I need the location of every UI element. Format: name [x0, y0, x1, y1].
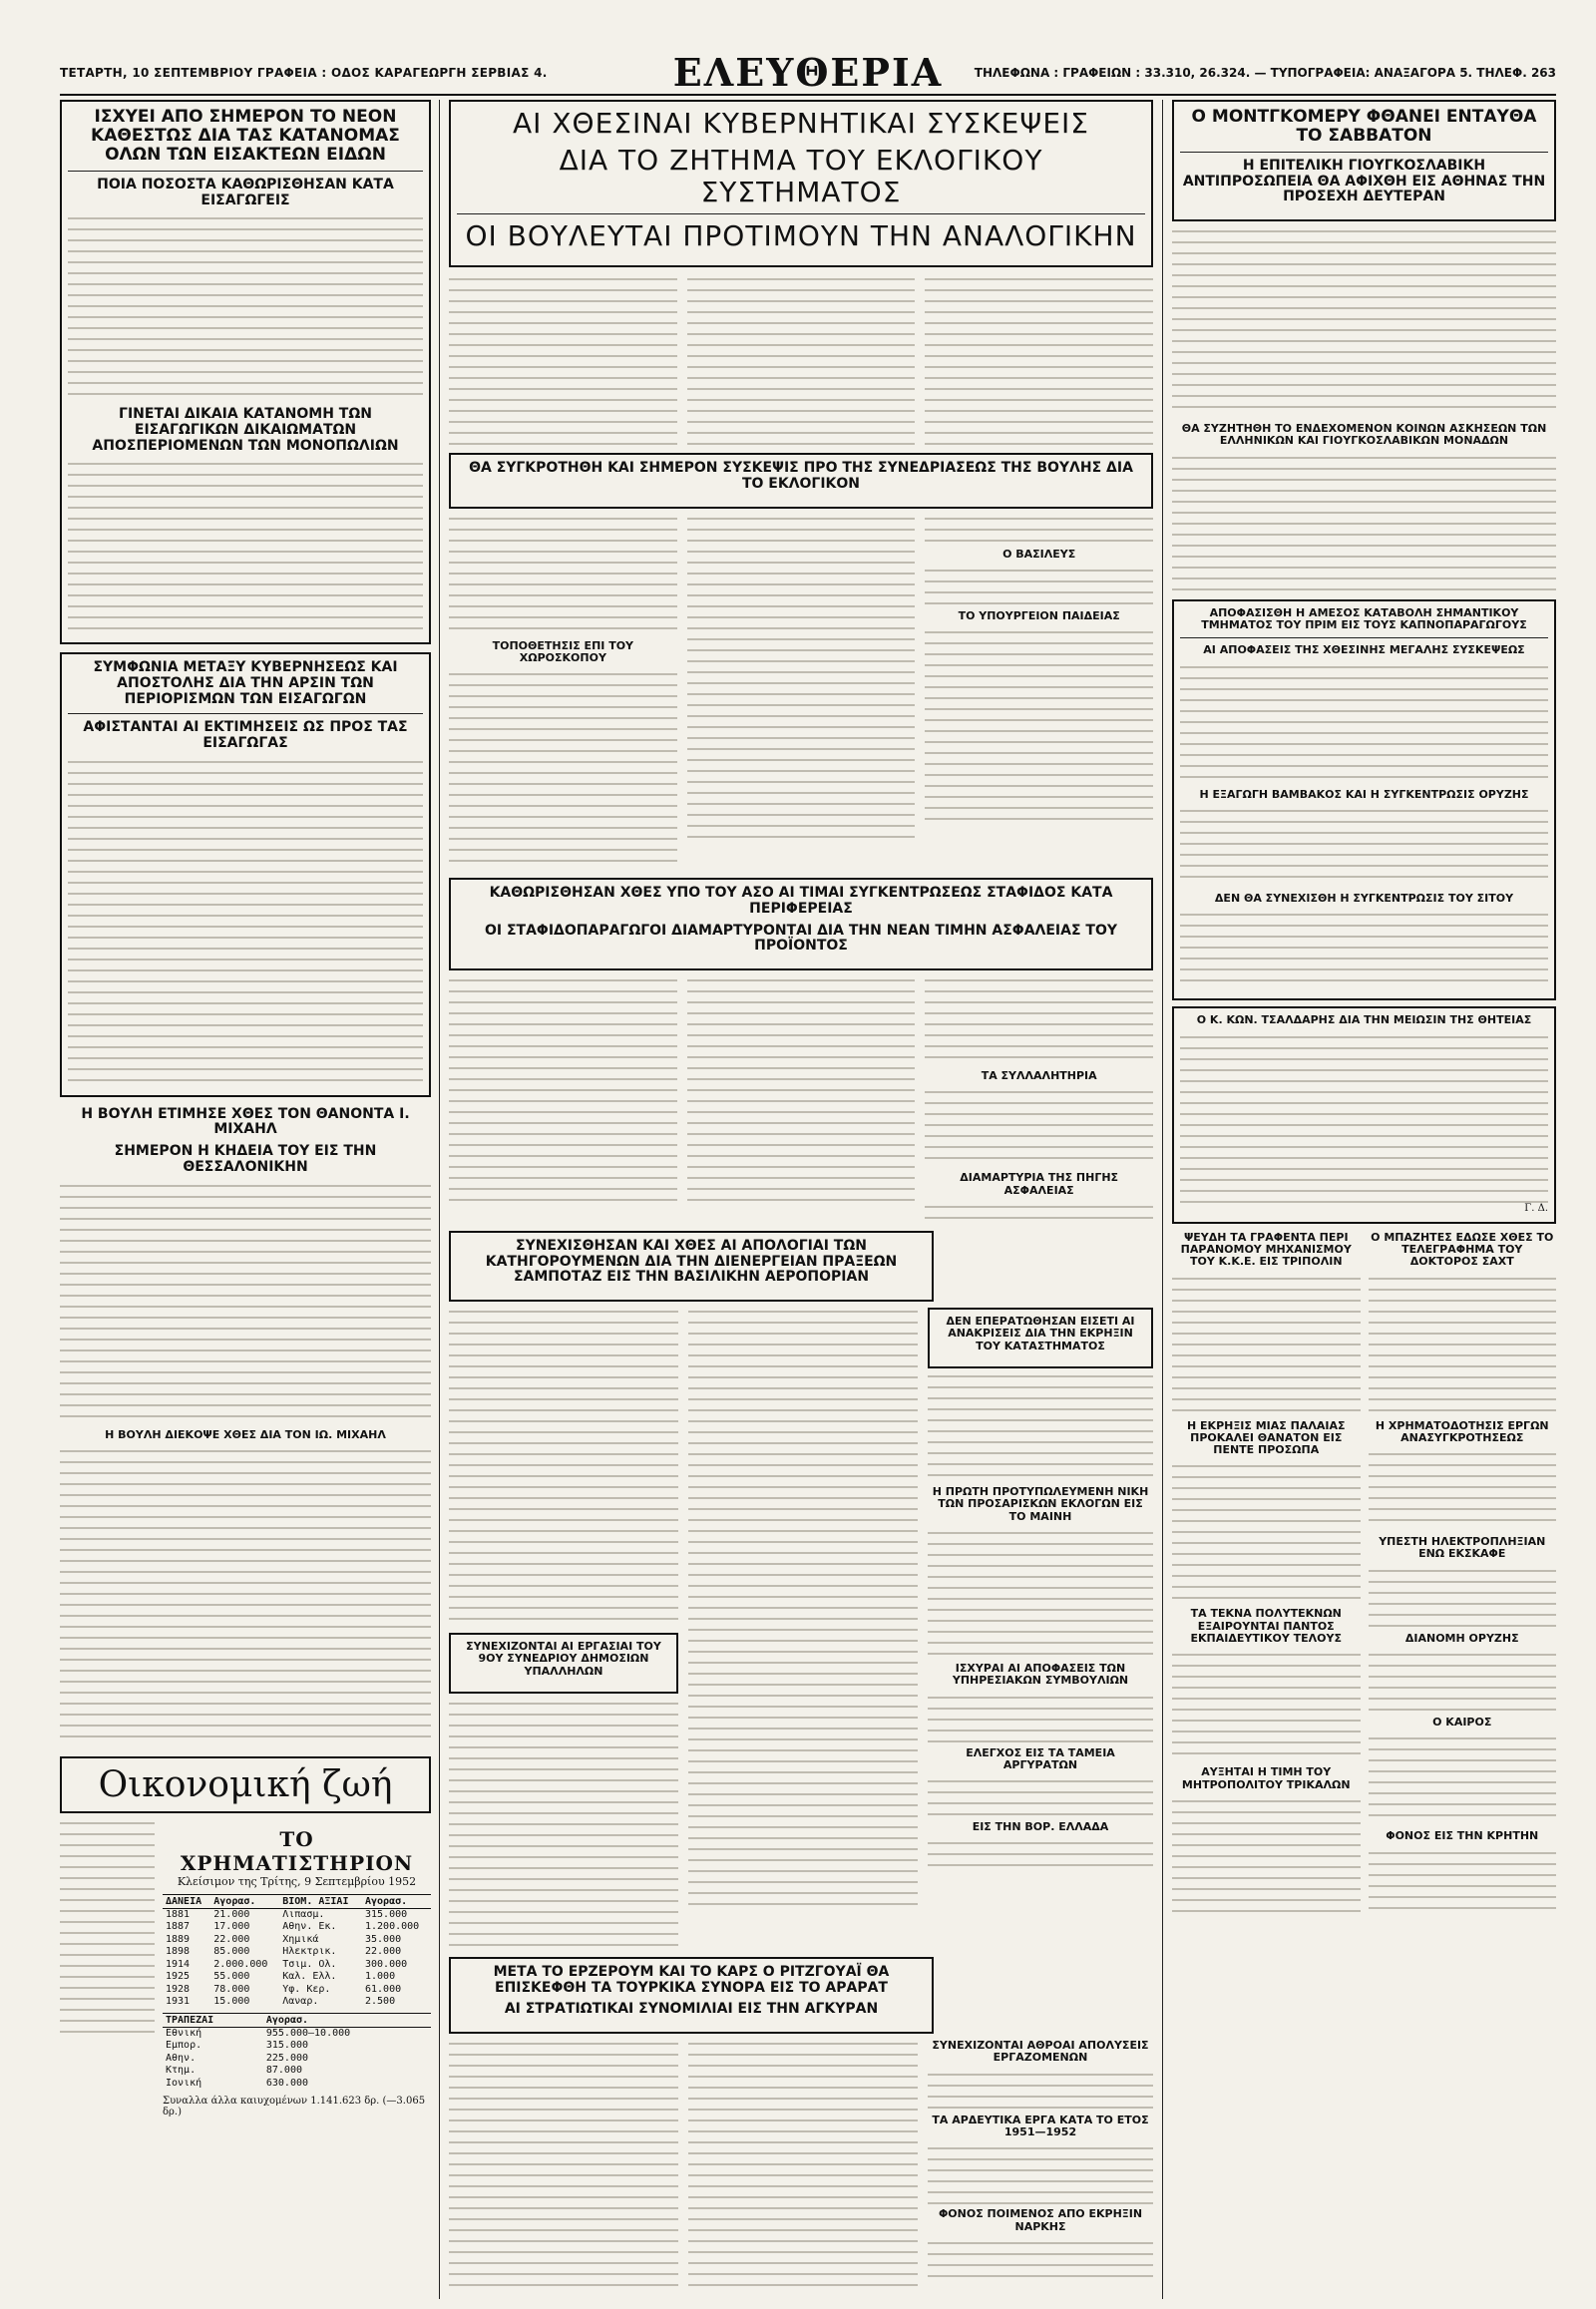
table-cell: 1.200.000 [365, 1921, 420, 1933]
article-text [928, 2239, 1153, 2279]
table-header: ΒΙΟΜ. ΑΞΙΑΙ [279, 1894, 362, 1908]
subhead-monopolies: ΓΙΝΕΤΑΙ ΔΙΚΑΙΑ ΚΑΤΑΝΟΜΗ ΤΩΝ ΕΙΣΑΓΩΓΙΚΩΝ ΔΙΚΑΙΩΜΑΤΩΝ ΑΠΟΣΠΕΡΙΟΜΕΝΩΝ ΤΩΝ ΜΟΝΟΠΩΛΙΩΝ [92, 406, 399, 454]
erzeroum-story [449, 1957, 934, 2034]
article-text [687, 976, 916, 1206]
table-cell: 1898 [166, 1946, 191, 1958]
apologies-story [449, 1231, 934, 1302]
masthead [60, 50, 1556, 95]
article-text [925, 275, 1153, 445]
table-cell: 225.000 [265, 2052, 309, 2064]
economy-title: Οικονομική ζωή [60, 1756, 431, 1813]
article-text [449, 670, 677, 870]
tobacco-story [1172, 599, 1556, 1001]
table-cell: Τσιμ. Ολ. [282, 1958, 337, 1970]
headline-apologies: ΣΥΝΕΧΙΣΘΗΣΑΝ ΚΑΙ ΧΘΕΣ ΑΙ ΑΠΟΛΟΓΙΑΙ ΤΩΝ ΚΑΤΗΓΟΡΟΥΜΕΝΩΝ ΔΙΑ ΤΗΝ ΔΙΕΝΕΡΓΕΙΑΝ ΠΡΑΞΕΩΝ ΣΑΜΠΟΤΑΖ ΕΙΣ ΤΗΝ ΒΑΣΙΛΙΚΗΝ ΑΕΡΟΠΟΡΙΑΝ [485, 1238, 898, 1286]
headline-syskepsis: ΘΑ ΣΥΓΚΡΟΤΗΘΗ ΚΑΙ ΣΗΜΕΡΟΝ ΣΥΣΚΕΨΙΣ ΠΡΟ ΤΗΣ ΣΥΝΕΔΡΙΑΣΕΩΣ ΤΗΣ ΒΟΥΛΗΣ ΔΙΑ ΤΟ ΕΚΛΟΓΙΚΟΝ [469, 460, 1133, 493]
article-text [60, 1182, 431, 1421]
table-cell: 1881 [166, 1908, 191, 1920]
headline-synedrio: ΣΥΝΕΧΙΖΟΝΤΑΙ ΑΙ ΕΡΓΑΣΙΑΙ ΤΟΥ 9ΟΥ ΣΥΝΕΔΡΙΟΥ ΔΗΜΟΣΙΩΝ ΥΠΑΛΛΗΛΩΝ [466, 1640, 661, 1678]
article-text [925, 515, 1153, 545]
table-row [163, 2027, 431, 2040]
headline-weather: Ο ΚΑΙΡΟΣ [1432, 1716, 1492, 1730]
headline-diamartyria: ΔΙΑΜΑΡΤΥΡΙΑ ΤΗΣ ΠΗΓΗΣ ΑΣΦΑΛΕΙΑΣ [960, 1171, 1119, 1197]
table-cell: Υφ. Κερ. [282, 1983, 331, 1995]
article-text [928, 1777, 1153, 1817]
article-text [1172, 1797, 1361, 1917]
stock-exchange-title: ΤΟ ΧΡΗΜΑΤΙΣΤΗΡΙΟΝ [180, 1826, 414, 1875]
article-text [68, 214, 423, 399]
table-row [163, 2053, 431, 2066]
article-text [925, 1088, 1153, 1168]
table-cell: 315.000 [265, 2040, 309, 2052]
montgomery-story [1172, 100, 1556, 221]
table-row [163, 2078, 431, 2091]
table-cell: 1925 [166, 1971, 191, 1983]
article-text [925, 567, 1153, 606]
table-cell: Αθην. [166, 2052, 197, 2064]
subhead-estimates: ΑΦΙΣΤΑΝΤΑΙ ΑΙ ΕΚΤΙΜΗΣΕΙΣ ΩΣ ΠΡΟΣ ΤΑΣ ΕΙΣΑΓΩΓΑΣ [83, 719, 408, 752]
lead-story [449, 100, 1153, 267]
table-cell: 955.000—10.000 [265, 2027, 351, 2039]
lead-headline-3: ΟΙ ΒΟΥΛΕΥΤΑΙ ΠΡΟΤΙΜΟΥΝ ΤΗΝ ΑΝΑΛΟΓΙΚΗΝ [465, 219, 1137, 253]
table-header: Αγορασ. [263, 2013, 431, 2027]
table-cell: 85.000 [213, 1946, 250, 1958]
table-cell: Εθνική [166, 2027, 202, 2039]
headline-explosion: Η ΕΚΡΗΞΙΣ ΜΙΑΣ ΠΑΛΑΙΑΣ ΠΡΟΚΑΛΕΙ ΘΑΝΑΤΟΝ ΕΙΣ ΠΕΝΤΕ ΠΡΟΣΩΠΑ [1187, 1418, 1346, 1457]
masthead-phones: ΤΗΛΕΦΩΝΑ : ΓΡΑΦΕΙΩΝ : 33.310, 26.324. — ΤΥΠΟΓΡΑΦΕΙΑ: ΑΝΑΞΑΓΟΡΑ 5. ΤΗΛΕΦ. 263 [974, 66, 1556, 80]
table-cell: 1887 [166, 1921, 191, 1933]
headline-topothetisi: ΤΟΠΟΘΕΤΗΣΙΣ ΕΠΙ ΤΟΥ ΧΩΡΟΣΚΟΠΟΥ [492, 638, 634, 665]
article-text [1369, 1275, 1557, 1414]
stock-note: Συναλλα άλλα καιυχομένων 1.141.623 δρ. (—3.065 δρ.) [163, 2096, 426, 2118]
article-text [687, 515, 916, 844]
right-column [1172, 100, 1556, 2299]
article-text [60, 1819, 155, 2039]
headline-tobacco: ΑΠΟΦΑΣΙΣΘΗ Η ΑΜΕΣΟΣ ΚΑΤΑΒΟΛΗ ΣΗΜΑΝΤΙΚΟΥ ΤΜΗΜΑΤΟΣ ΤΟΥ ΠΡΙΜ ΕΙΣ ΤΟΥΣ ΚΑΠΝΟΠΑΡΑΓΩΓΟΥΣ [1201, 605, 1527, 632]
article-text [925, 976, 1153, 1066]
table-cell: 22.000 [365, 1946, 402, 1958]
subhead-funeral: ΣΗΜΕΡΟΝ Η ΚΗΔΕΙΑ ΤΟΥ ΕΙΣ ΤΗΝ ΘΕΣΣΑΛΟΝΙΚΗΝ [114, 1143, 377, 1175]
headline-vasilefs: Ο ΒΑΣΙΛΕΥΣ [1002, 547, 1076, 561]
table-cell: Καλ. Ελλ. [282, 1971, 337, 1983]
table-cell: 2.500 [365, 1996, 396, 2008]
article-text [1172, 1651, 1361, 1760]
newspaper-title: ΕΛΕΥΘΕΡΙΑ [672, 50, 944, 95]
table-cell: Λιπασμ. [282, 1908, 325, 1920]
table-cell: 87.000 [265, 2065, 302, 2077]
table-row [163, 1984, 431, 1997]
article-text [928, 2071, 1153, 2111]
import-story [60, 100, 431, 644]
article-text [68, 758, 423, 1087]
table-header: ΤΡΑΠΕΖΑΙ [163, 2013, 263, 2027]
headline-fonos-poimenos: ΦΟΝΟΣ ΠΟΙΜΕΝΟΣ ΑΠΟ ΕΚΡΗΞΙΝ ΝΑΡΚΗΣ [938, 2207, 1143, 2233]
article-text [925, 628, 1153, 828]
table-cell: 1.000 [365, 1971, 396, 1983]
table-cell: 22.000 [213, 1933, 250, 1945]
headline-polyteknoi: ΤΑ ΤΕΚΝΑ ΠΟΛΥΤΕΚΝΩΝ ΕΞΑΙΡΟΥΝΤΑΙ ΠΑΝΤΟΣ ΕΚΠΑΙΔΕΥΤΙΚΟΥ ΤΕΛΟΥΣ [1190, 1607, 1342, 1646]
headline-agreement: ΣΥΜΦΩΝΙΑ ΜΕΤΑΞΥ ΚΥΒΕΡΝΗΣΕΩΣ ΚΑΙ ΑΠΟΣΤΟΛΗΣ ΔΙΑ ΤΗΝ ΑΡΣΙΝ ΤΩΝ ΠΕΡΙΟΡΙΣΜΩΝ ΤΩΝ ΕΙΣΑΓΩΓΩΝ [93, 659, 398, 707]
stock-exchange-box [163, 1819, 431, 2118]
headline-montgomery: Ο ΜΟΝΤΓΚΟΜΕΡΥ ΦΘΑΝΕΙ ΕΝΤΑΥΘΑ ΤΟ ΣΑΒΒΑΤΟΝ [1191, 107, 1537, 147]
headline-syllalitiria: ΤΑ ΣΥΛΛΑΛΗΤΗΡΙΑ [981, 1069, 1097, 1083]
signature: Γ. Δ. [1524, 1202, 1548, 1214]
table-header: Αγορασ. [362, 1894, 431, 1908]
column-divider [1162, 100, 1163, 2299]
subhead-tobacco: ΑΙ ΑΠΟΦΑΣΕΙΣ ΤΗΣ ΧΘΕΣΙΝΗΣ ΜΕΓΑΛΗΣ ΣΥΣΚΕΨΕΩΣ [1203, 643, 1525, 657]
headline-tripoli: ΨΕΥΔΗ ΤΑ ΓΡΑΦΕΝΤΑ ΠΕΡΙ ΠΑΡΑΝΟΜΟΥ ΜΗΧΑΝΙΣΜΟΥ ΤΟΥ Κ.Κ.Ε. ΕΙΣ ΤΡΙΠΟΛΙΝ [1180, 1230, 1352, 1269]
article-text [449, 1308, 678, 1627]
tsaldaris-story [1172, 1006, 1556, 1223]
table-row [163, 2040, 431, 2053]
table-cell: 1914 [166, 1958, 191, 1970]
article-text [449, 1700, 678, 1949]
subhead-stafida: ΟΙ ΣΤΑΦΙΔΟΠΑΡΑΓΩΓΟΙ ΔΙΑΜΑΡΤΥΡΟΝΤΑΙ ΔΙΑ ΤΗΝ ΝΕΑΝ ΤΙΜΗΝ ΑΣΦΑΛΕΙΑΣ ΤΟΥ ΠΡΟΪΟΝΤΟΣ [484, 922, 1117, 955]
masthead-date-address: ΤΕΤΑΡΤΗ, 10 ΣΕΠΤΕΜΒΡΙΟΥ ΓΡΑΦΕΙΑ : ΟΔΟΣ ΚΑΡΑΓΕΩΡΓΗ ΣΕΡΒΙΑΣ 4. [60, 66, 548, 80]
syskepsis-story [449, 453, 1153, 508]
headline-den: ΔΕΝ ΕΠΕΡΑΤΩΘΗΣΑΝ ΕΙΣΕΤΙ ΑΙ ΑΝΑΚΡΙΣΕΙΣ ΔΙΑ ΤΗΝ ΕΚΡΗΞΙΝ ΤΟΥ ΚΑΤΑΣΤΗΜΑΤΟΣ [946, 1315, 1135, 1352]
headline-paideia: ΤΟ ΥΠΟΥΡΓΕΙΟΝ ΠΑΙΔΕΙΑΣ [958, 609, 1120, 623]
article-text [928, 1839, 1153, 1869]
column-divider [439, 100, 440, 2299]
table-row [163, 1971, 431, 1984]
headline-apolyseis: ΣΥΝΕΧΙΖΟΝΤΑΙ ΑΘΡΟΑΙ ΑΠΟΛΥΣΕΙΣ ΕΡΓΑΖΟΜΕΝΩΝ [932, 2039, 1149, 2065]
michail-story [60, 1107, 431, 1746]
headline-financing: Η ΧΡΗΜΑΤΟΔΟΤΗΣΙΣ ΕΡΓΩΝ ΑΝΑΣΥΓΚΡΟΤΗΣΕΩΣ [1375, 1418, 1549, 1444]
left-column [60, 100, 431, 2299]
article-text [1369, 1734, 1557, 1824]
article-text [1180, 1033, 1548, 1203]
headline-wheat: ΔΕΝ ΘΑ ΣΥΝΕΧΙΣΘΗ Η ΣΥΓΚΕΝΤΡΩΣΙΣ ΤΟΥ ΣΙΤΟΥ [1214, 891, 1514, 905]
headline-cotton: Η ΕΞΑΓΩΓΗ ΒΑΜΒΑΚΟΣ ΚΑΙ Η ΣΥΓΚΕΝΤΡΩΣΙΣ ΟΡΥΖΗΣ [1199, 787, 1529, 801]
bonds-table [163, 1894, 431, 2009]
stock-exchange-date: Κλείσιμον της Τρίτης, 9 Σεπτεμβρίου 1952 [177, 1874, 417, 1888]
article-text [449, 275, 677, 445]
synedrio-story [449, 1633, 678, 1694]
headline-ischyrai: ΙΣΧΥΡΑΙ ΑΙ ΑΠΟΦΑΣΕΙΣ ΤΩΝ ΥΠΗΡΕΣΙΑΚΩΝ ΣΥΜΒΟΥΛΙΩΝ [952, 1661, 1129, 1688]
table-cell: 630.000 [265, 2077, 309, 2089]
table-cell: Λαναρ. [282, 1996, 319, 2008]
article-text [1180, 663, 1548, 783]
table-row [163, 2065, 431, 2078]
headline-rice: ΔΙΑΝΟΜΗ ΟΡΥΖΗΣ [1404, 1631, 1519, 1645]
table-row [163, 1996, 431, 2009]
article-text [925, 1203, 1153, 1223]
headline-maine: Η ΠΡΩΤΗ ΠΡΟΤΥΠΩΛΕΥΜΕΝΗ ΝΙΚΗ ΤΩΝ ΠΡΟΣΑΡΙΣΚΩΝ ΕΚΛΟΓΩΝ ΕΙΣ ΤΟ ΜΑΙΝΗ [932, 1484, 1149, 1523]
table-cell: 55.000 [213, 1971, 250, 1983]
lead-headline-1: ΑΙ ΧΘΕΣΙΝΑΙ ΚΥΒΕΡΝΗΤΙΚΑΙ ΣΥΣΚΕΨΕΙΣ [513, 107, 1089, 140]
table-header: ΔΑΝΕΙΑ [163, 1894, 210, 1908]
article-text [1180, 911, 1548, 990]
masthead-rule [60, 94, 1556, 96]
lead-headline-2: ΔΙΑ ΤΟ ΖΗΤΗΜΑ ΤΟΥ ΕΚΛΟΓΙΚΟΥ ΣΥΣΤΗΜΑΤΟΣ [559, 144, 1043, 208]
article-text [928, 1372, 1153, 1482]
headline-parliament-pause: Η ΒΟΥΛΗ ΔΙΕΚΟΨΕ ΧΘΕΣ ΔΙΑ ΤΟΝ ΙΩ. ΜΙΧΑΗΛ [105, 1427, 386, 1441]
headline-imports: ΙΣΧΥΕΙ ΑΠΟ ΣΗΜΕΡΟΝ ΤΟ ΝΕΟΝ ΚΑΘΕΣΤΩΣ ΔΙΑ ΤΑΣ ΚΑΤΑΝΟΜΑΣ ΟΛΩΝ ΤΩΝ ΕΙΣΑΚΤΕΩΝ ΕΙΔΩΝ [91, 107, 400, 166]
article-text [1172, 1462, 1361, 1602]
table-cell: Αθην. Εκ. [282, 1921, 337, 1933]
article-text [449, 976, 677, 1206]
article-text [1172, 227, 1556, 417]
table-row [163, 1934, 431, 1947]
den-story [928, 1308, 1153, 1368]
headline-ardeftika: ΤΑ ΑΡΔΕΥΤΙΚΑ ΕΡΓΑ ΚΑΤΑ ΤΟ ΕΤΟΣ 1951—1952 [932, 2113, 1149, 2138]
table-row [163, 1946, 431, 1959]
headline-erzeroum: ΜΕΤΑ ΤΟ ΕΡΖΕΡΟΥΜ ΚΑΙ ΤΟ ΚΑΡΣ Ο ΡΙΤΖΓΟΥΑΪ ΘΑ ΕΠΙΣΚΕΦΘΗ ΤΑ ΤΟΥΡΚΙΚΑ ΣΥΝΟΡΑ ΕΙΣ ΤΟ ΑΡΑΡΑΤ [493, 1963, 890, 1996]
table-cell: Ιονική [166, 2077, 202, 2089]
article-text [928, 1694, 1153, 1743]
table-cell: Χημικά [282, 1933, 319, 1945]
headline-stafida: ΚΑΘΩΡΙΣΘΗΣΑΝ ΧΘΕΣ ΥΠΟ ΤΟΥ ΑΣΟ ΑΙ ΤΙΜΑΙ ΣΥΓΚΕΝΤΡΩΣΕΩΣ ΣΤΑΦΙΔΟΣ ΚΑΤΑ ΠΕΡΙΦΕΡΕΙΑΣ [489, 885, 1113, 918]
table-cell: 35.000 [365, 1933, 402, 1945]
article-text [60, 1447, 431, 1746]
table-cell: 1931 [166, 1996, 191, 2008]
headline-tsaldaris: Ο Κ. ΚΩΝ. ΤΣΑΛΔΑΡΗΣ ΔΙΑ ΤΗΝ ΜΕΙΩΣΙΝ ΤΗΣ ΘΗΤΕΙΑΣ [1196, 1013, 1532, 1027]
headline-electrocution: ΥΠΕΣΤΗ ΗΛΕΚΤΡΟΠΛΗΞΙΑΝ ΕΝΩ ΕΚΣΚΑΦΕ [1379, 1535, 1546, 1561]
headline-trikala: ΑΥΞΗΤΑΙ Η ΤΙΜΗ ΤΟΥ ΜΗΤΡΟΠΟΛΙΤΟΥ ΤΡΙΚΑΛΩΝ [1181, 1765, 1351, 1791]
table-cell: 78.000 [213, 1983, 250, 1995]
article-text [1369, 1849, 1557, 1909]
table-row [163, 1959, 431, 1972]
article-text [449, 2040, 678, 2289]
table-cell: 300.000 [365, 1958, 408, 1970]
table-row [163, 1908, 431, 1921]
table-header: Αγορασ. [210, 1894, 279, 1908]
headline-exercises: ΘΑ ΣΥΖΗΤΗΘΗ ΤΟ ΕΝΔΕΧΟΜΕΝΟΝ ΚΟΙΝΩΝ ΑΣΚΗΣΕΩΝ ΤΩΝ ΕΛΛΗΝΙΚΩΝ ΚΑΙ ΓΙΟΥΓΚΟΣΛΑΒΙΚΩΝ ΜΟΝΑΔΩΝ [1181, 422, 1547, 448]
article-text [1172, 1275, 1361, 1414]
table-cell: Εμπορ. [166, 2040, 202, 2052]
headline-schacht: Ο ΜΠΑΖΗΤΕΣ ΕΔΩΣΕ ΧΘΕΣ ΤΟ ΤΕΛΕΓΡΑΦΗΜΑ ΤΟΥ ΔΟΚΤΟΡΟΣ ΣΑΧΤ [1371, 1230, 1554, 1269]
subhead-ankara: ΑΙ ΣΤΡΑΤΙΩΤΙΚΑΙ ΣΥΝΟΜΙΛΙΑΙ ΕΙΣ ΤΗΝ ΑΓΚΥΡΑΝ [504, 2001, 879, 2018]
article-text [928, 2144, 1153, 2204]
article-text [1172, 454, 1556, 593]
table-cell: 21.000 [213, 1908, 250, 1920]
table-cell: 1928 [166, 1983, 191, 1995]
article-text [449, 515, 677, 634]
headline-crete: ΦΟΝΟΣ ΕΙΣ ΤΗΝ ΚΡΗΤΗΝ [1386, 1829, 1539, 1843]
article-text [1369, 1450, 1557, 1530]
article-text [1369, 1567, 1557, 1627]
article-text [1180, 807, 1548, 887]
headline-vor-ellada: ΕΙΣ ΤΗΝ ΒΟΡ. ΕΛΛΑΔΑ [972, 1820, 1109, 1834]
table-cell: Ηλεκτρικ. [282, 1946, 337, 1958]
article-text [928, 1529, 1153, 1659]
headline-parliament-honor: Η ΒΟΥΛΗ ΕΤΙΜΗΣΕ ΧΘΕΣ ΤΟΝ ΘΑΝΟΝΤΑ Ι. ΜΙΧΑΗΛ [81, 1105, 410, 1138]
article-text [688, 1308, 918, 1906]
table-cell: 2.000.000 [213, 1958, 268, 1970]
article-text [688, 2040, 918, 2289]
article-text [68, 460, 423, 634]
table-cell: 61.000 [365, 1983, 402, 1995]
table-row [163, 1921, 431, 1934]
table-cell: 17.000 [213, 1921, 250, 1933]
table-cell: 15.000 [213, 1996, 250, 2008]
article-text [1369, 1651, 1557, 1711]
center-column [449, 100, 1153, 2299]
subhead-yugoslav: Η ΕΠΙΤΕΛΙΚΗ ΓΙΟΥΓΚΟΣΛΑΒΙΚΗ ΑΝΤΙΠΡΟΣΩΠΕΙΑ ΘΑ ΑΦΙΧΘΗ ΕΙΣ ΑΘΗΝΑΣ ΤΗΝ ΠΡΟΣΕΧΗ ΔΕΥΤΕΡΑΝ [1182, 158, 1546, 205]
subhead-imports: ΠΟΙΑ ΠΟΣΟΣΤΑ ΚΑΘΩΡΙΣΘΗΣΑΝ ΚΑΤΑ ΕΙΣΑΓΩΓΕΙΣ [97, 177, 394, 208]
table-cell: Κτημ. [166, 2065, 197, 2077]
table-cell: 315.000 [365, 1908, 408, 1920]
article-text [687, 275, 916, 445]
stafida-story [449, 878, 1153, 970]
economy-section [60, 1756, 431, 2118]
headline-elegchos: ΕΛΕΓΧΟΣ ΕΙΣ ΤΑ ΤΑΜΕΙΑ ΑΡΓΥΡΑΤΩΝ [966, 1745, 1115, 1771]
table-cell: 1889 [166, 1933, 191, 1945]
agreement-story [60, 652, 431, 1096]
banks-table [163, 2013, 431, 2091]
